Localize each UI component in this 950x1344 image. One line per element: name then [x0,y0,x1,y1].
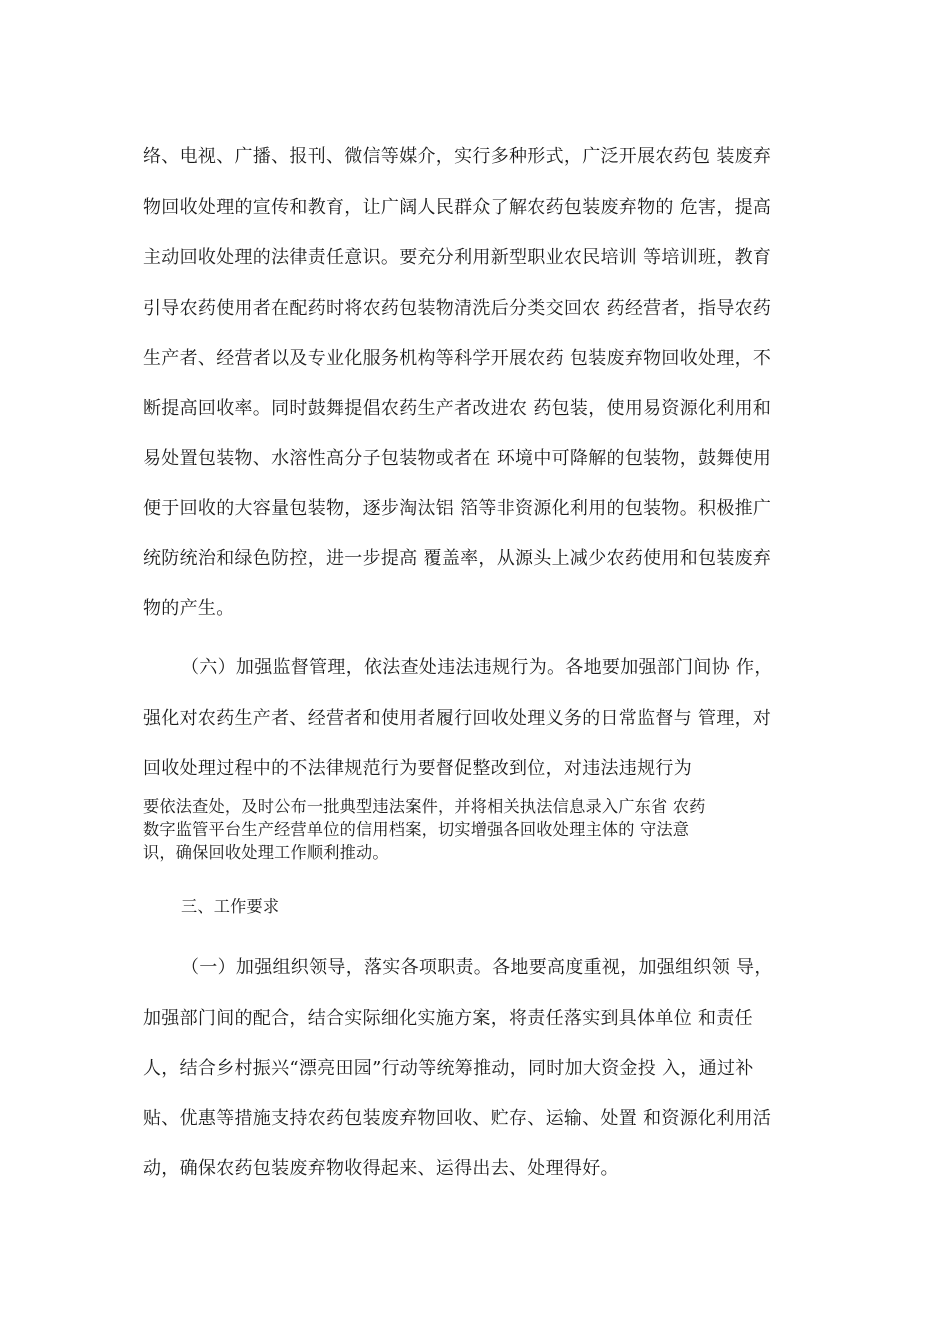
body-text-line: 易处置包装物、水溶性高分子包装物或者在 环境中可降解的包装物，鼓舞使用 [143,448,772,469]
body-text-line: 主动回收处理的法律责任意识。要充分利用新型职业农民培训 等培训班，教育 [143,247,772,268]
body-text-line: 引导农药使用者在配药时将农药包装物清洗后分类交回农 药经营者，指导农药 [143,298,772,319]
body-text-line-compact: 数字监管平台生产经营单位的信用档案，切实增强各回收处理主体的 守法意 [143,820,690,839]
body-text-line: 统防统治和绿色防控，进一步提高 覆盖率，从源头上减少农药使用和包装废弃 [143,548,772,569]
body-text-line: 强化对农药生产者、经营者和使用者履行回收处理义务的日常监督与 管理，对 [143,708,772,729]
section-heading-1: （一）加强组织领导，落实各项职责。各地要高度重视，加强组织领 导， [181,957,773,978]
body-text-line: 络、电视、广播、报刊、微信等媒介，实行多种形式，广泛开展农药包 装废弃 [143,146,772,167]
body-text-line: 人，结合乡村振兴“漂亮田园”行动等统筹推动，同时加大资金投 入，通过补 [143,1058,754,1079]
body-text-line-compact: 识，确保回收处理工作顺利推动。 [143,843,389,862]
body-text-line: 回收处理过程中的不法律规范行为要督促整改到位，对违法违规行为 [143,758,692,779]
body-text-line: 物回收处理的宣传和教育，让广阔人民群众了解农药包装废弃物的 危害，提高 [143,197,772,218]
section-heading-6: （六）加强监督管理，依法查处违法违规行为。各地要加强部门间协 作， [181,657,773,678]
body-text-line: 加强部门间的配合，结合实际细化实施方案，将责任落实到具体单位 和责任 [143,1008,753,1029]
body-text-line: 物的产生。 [143,598,235,619]
body-text-line: 断提高回收率。同时鼓舞提倡农药生产者改进农 药包装，使用易资源化利用和 [143,398,772,419]
chapter-heading: 三、工作要求 [181,897,280,916]
body-text-line: 贴、优惠等措施支持农药包装废弃物回收、贮存、运输、处置 和资源化利用活 [143,1108,772,1129]
body-text-line: 生产者、经营者以及专业化服务机构等科学开展农药 包装废弃物回收处理，不 [143,348,772,369]
body-text-line: 便于回收的大容量包装物，逐步淘汰铝 箔等非资源化利用的包装物。积极推广 [143,498,772,519]
body-text-line: 动，确保农药包装废弃物收得起来、运得出去、处理得好。 [143,1158,619,1179]
body-text-line-compact: 要依法查处，及时公布一批典型违法案件，并将相关执法信息录入广东省 农药 [143,797,706,816]
